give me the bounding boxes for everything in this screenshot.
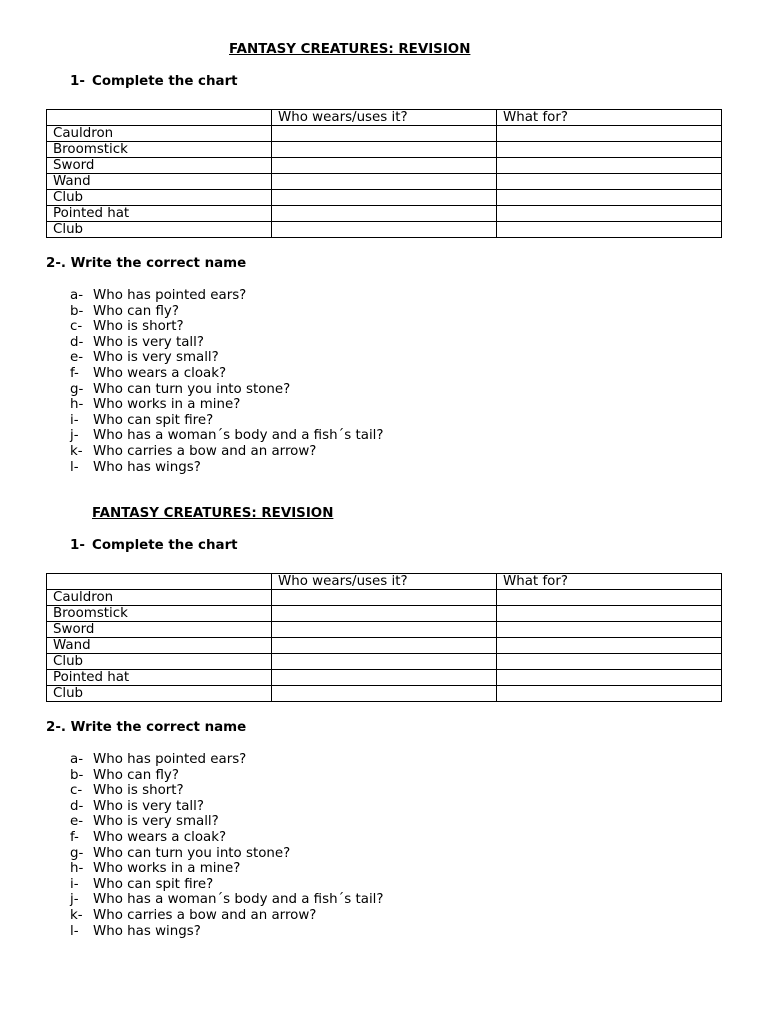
question-letter: l-: [70, 459, 79, 475]
question-text: Who works in a mine?: [93, 861, 241, 877]
question-letter: h-: [70, 397, 84, 413]
chart-item-cell: Sword: [47, 622, 272, 638]
answer-cell[interactable]: [272, 174, 497, 190]
question-letter: f-: [70, 829, 79, 845]
answer-cell[interactable]: [497, 174, 722, 190]
question-item: [70, 768, 384, 784]
chart-item-cell: Club: [47, 654, 272, 670]
answer-cell[interactable]: [272, 190, 497, 206]
answer-cell[interactable]: [272, 222, 497, 238]
answer-cell[interactable]: [272, 158, 497, 174]
question-letter: j-: [70, 892, 79, 908]
question-item: [70, 335, 384, 351]
answer-cell[interactable]: [272, 126, 497, 142]
chart-row: [47, 590, 722, 606]
answer-cell[interactable]: [497, 670, 722, 686]
chart-header-cell: Who wears/uses it?: [272, 574, 497, 590]
question-item: [70, 319, 384, 335]
question-item: [70, 861, 384, 877]
question-item: [70, 892, 384, 908]
task-1-heading: [70, 538, 238, 553]
chart-item-cell: Cauldron: [47, 126, 272, 142]
question-item: [70, 444, 384, 460]
chart-table: [46, 109, 722, 238]
question-letter: a-: [70, 288, 84, 303]
answer-cell[interactable]: [272, 206, 497, 222]
question-text: Who has wings?: [93, 459, 201, 475]
chart-header-cell: What for?: [497, 110, 722, 126]
task-1-number: 1-: [70, 538, 85, 553]
question-item: [70, 877, 384, 893]
question-item: [70, 288, 384, 304]
question-letter: g-: [70, 381, 84, 397]
question-letter: j-: [70, 428, 79, 444]
question-item: [70, 304, 384, 320]
question-letter: c-: [70, 319, 83, 335]
question-item: [70, 460, 384, 476]
chart-row: [47, 606, 722, 622]
chart-row: [47, 670, 722, 686]
question-text: Who is very small?: [93, 350, 219, 366]
chart-header-cell: Who wears/uses it?: [272, 110, 497, 126]
question-list: [70, 752, 384, 939]
chart-row: [47, 158, 722, 174]
question-letter: f-: [70, 365, 79, 381]
answer-cell[interactable]: [272, 654, 497, 670]
question-letter: b-: [70, 767, 84, 783]
question-text: Who is short?: [93, 783, 184, 799]
question-item: [70, 382, 384, 398]
worksheet-title: FANTASY CREATURES: REVISION: [92, 506, 334, 521]
chart-row: [47, 638, 722, 654]
chart-row: [47, 622, 722, 638]
question-letter: d-: [70, 334, 84, 350]
question-text: Who is very small?: [93, 814, 219, 830]
answer-cell[interactable]: [272, 670, 497, 686]
chart-item-cell: Pointed hat: [47, 206, 272, 222]
chart-row: [47, 142, 722, 158]
question-item: [70, 814, 384, 830]
chart-row: [47, 686, 722, 702]
chart-item-cell: Broomstick: [47, 606, 272, 622]
answer-cell[interactable]: [497, 654, 722, 670]
question-letter: e-: [70, 814, 84, 830]
question-list: [70, 288, 384, 475]
chart-item-cell: Sword: [47, 158, 272, 174]
chart-item-cell: Club: [47, 190, 272, 206]
chart-item-cell: Broomstick: [47, 142, 272, 158]
answer-cell[interactable]: [497, 190, 722, 206]
question-item: [70, 752, 384, 768]
question-letter: c-: [70, 783, 83, 799]
question-letter: e-: [70, 350, 84, 366]
answer-cell[interactable]: [497, 590, 722, 606]
task-1-label: Complete the chart: [92, 538, 238, 553]
question-letter: k-: [70, 907, 83, 923]
chart-header-cell: What for?: [497, 574, 722, 590]
answer-cell[interactable]: [497, 158, 722, 174]
question-item: [70, 908, 384, 924]
answer-cell[interactable]: [272, 606, 497, 622]
answer-cell[interactable]: [497, 206, 722, 222]
question-letter: h-: [70, 861, 84, 877]
task-2-heading: 2-. Write the correct name: [46, 256, 247, 271]
answer-cell[interactable]: [272, 142, 497, 158]
question-text: Who can spit fire?: [93, 412, 214, 428]
chart-item-cell: Club: [47, 222, 272, 238]
answer-cell[interactable]: [497, 638, 722, 654]
question-item: [70, 428, 384, 444]
task-1-heading: [70, 74, 238, 89]
question-letter: i-: [70, 412, 79, 428]
chart-row: [47, 174, 722, 190]
chart-table: [46, 573, 722, 702]
question-item: [70, 413, 384, 429]
question-text: Who can turn you into stone?: [93, 381, 291, 397]
answer-cell[interactable]: [272, 686, 497, 702]
chart-row: [47, 654, 722, 670]
answer-cell[interactable]: [497, 686, 722, 702]
task-1-number: 1-: [70, 74, 85, 89]
question-letter: k-: [70, 443, 83, 459]
task-2-heading: 2-. Write the correct name: [46, 720, 247, 735]
answer-cell[interactable]: [497, 622, 722, 638]
question-text: Who has a woman´s body and a fish´s tail?: [93, 892, 384, 908]
chart-item-cell: Wand: [47, 174, 272, 190]
chart-item-cell: Cauldron: [47, 590, 272, 606]
question-text: Who can turn you into stone?: [93, 845, 291, 861]
question-item: [70, 830, 384, 846]
chart-row: [47, 126, 722, 142]
question-text: Who can fly?: [93, 303, 179, 319]
chart-row: [47, 222, 722, 238]
question-text: Who is very tall?: [93, 334, 204, 350]
question-text: Who has a woman´s body and a fish´s tail?: [93, 428, 384, 444]
question-letter: b-: [70, 303, 84, 319]
question-text: Who has pointed ears?: [93, 752, 247, 767]
question-item: [70, 397, 384, 413]
question-text: Who wears a cloak?: [93, 365, 227, 381]
question-letter: i-: [70, 876, 79, 892]
question-letter: d-: [70, 798, 84, 814]
answer-cell[interactable]: [497, 222, 722, 238]
chart-header-cell: [47, 110, 272, 126]
chart-header-row: [47, 574, 722, 590]
answer-cell[interactable]: [272, 590, 497, 606]
answer-cell[interactable]: [497, 142, 722, 158]
chart-header-row: [47, 110, 722, 126]
question-item: [70, 924, 384, 940]
answer-cell[interactable]: [272, 638, 497, 654]
task-1-label: Complete the chart: [92, 74, 238, 89]
question-text: Who is short?: [93, 319, 184, 335]
answer-cell[interactable]: [497, 126, 722, 142]
question-text: Who has pointed ears?: [93, 288, 247, 303]
chart-item-cell: Pointed hat: [47, 670, 272, 686]
worksheet-title: FANTASY CREATURES: REVISION: [229, 42, 471, 57]
question-text: Who carries a bow and an arrow?: [93, 907, 317, 923]
question-text: Who can spit fire?: [93, 876, 214, 892]
question-letter: l-: [70, 923, 79, 939]
chart-row: [47, 206, 722, 222]
chart-item-cell: Wand: [47, 638, 272, 654]
question-item: [70, 783, 384, 799]
chart-row: [47, 190, 722, 206]
chart-header-cell: [47, 574, 272, 590]
answer-cell[interactable]: [272, 622, 497, 638]
question-text: Who has wings?: [93, 923, 201, 939]
question-item: [70, 846, 384, 862]
question-text: Who can fly?: [93, 767, 179, 783]
question-letter: g-: [70, 845, 84, 861]
question-text: Who wears a cloak?: [93, 829, 227, 845]
question-item: [70, 799, 384, 815]
question-text: Who carries a bow and an arrow?: [93, 443, 317, 459]
question-item: [70, 366, 384, 382]
answer-cell[interactable]: [497, 606, 722, 622]
question-item: [70, 350, 384, 366]
question-letter: a-: [70, 752, 84, 767]
chart-item-cell: Club: [47, 686, 272, 702]
question-text: Who works in a mine?: [93, 397, 241, 413]
question-text: Who is very tall?: [93, 798, 204, 814]
